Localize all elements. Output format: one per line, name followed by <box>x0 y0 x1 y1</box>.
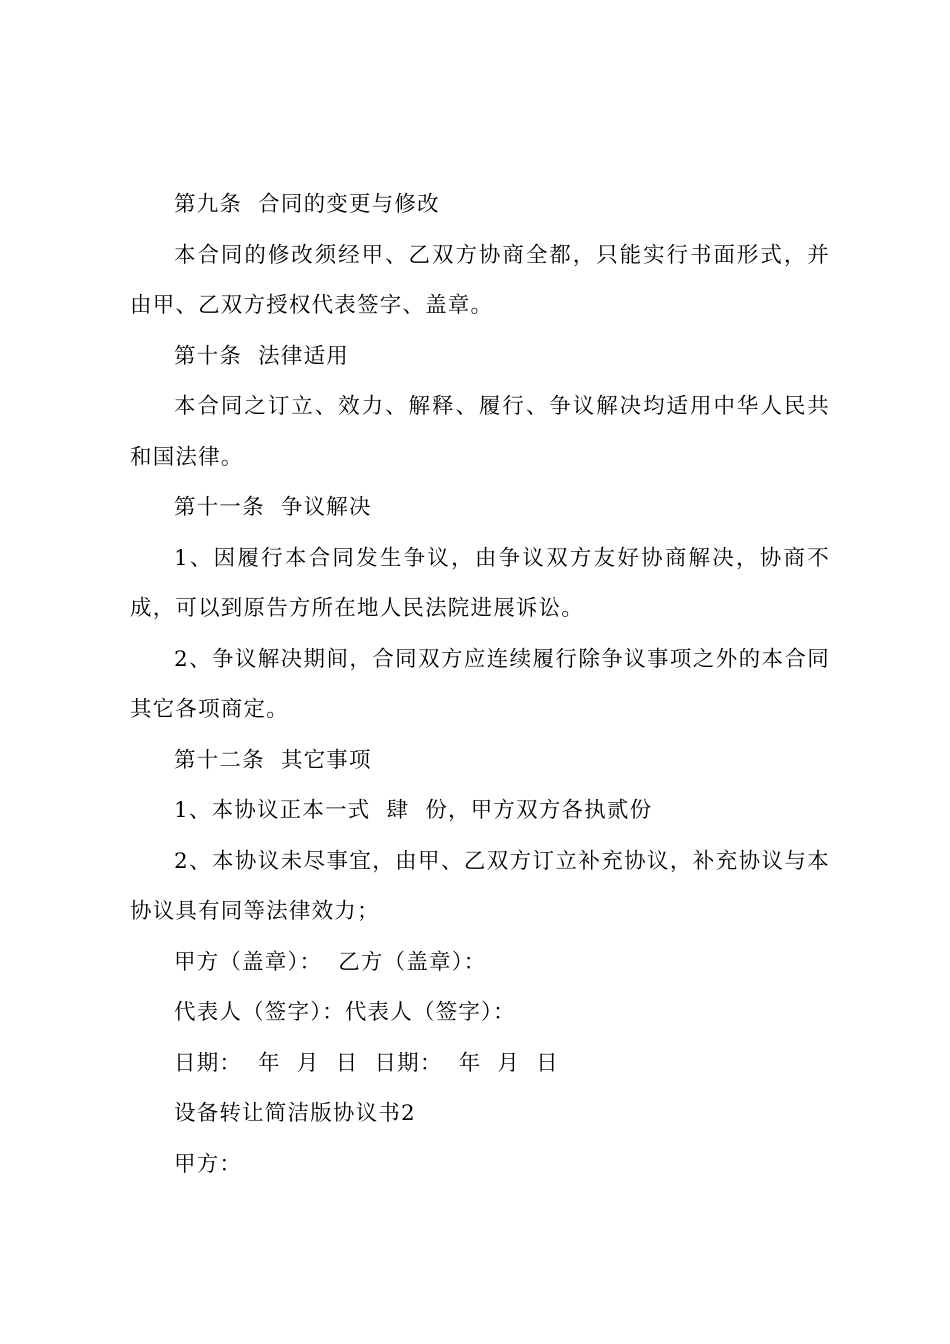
article-11-item-2: 2、争议解决期间，合同双方应连续履行除争议事项之外的本合同其它各项商定。 <box>130 646 830 722</box>
article-12-heading: 第十二条 其它事项 <box>174 747 372 773</box>
article-9-text: 本合同的修改须经甲、乙双方协商全都，只能实行书面形式，并由甲、乙双方授权代表签字、盖章。 <box>130 242 830 318</box>
article-10-text: 本合同之订立、效力、解释、履行、争议解决均适用中华人民共和国法律。 <box>130 394 830 470</box>
party-a-label: 甲方： <box>174 1151 243 1177</box>
article-9-heading: 第九条 合同的变更与修改 <box>174 192 440 217</box>
document-body <box>130 180 830 1190</box>
next-document-title: 设备转让简洁版协议书2 <box>174 1101 416 1126</box>
article-12-item-2: 2、本协议未尽事宜，由甲、乙双方订立补充协议，补充协议与本协议具有同等法律效力； <box>130 848 830 924</box>
article-10-heading: 第十条 法律适用 <box>174 343 349 369</box>
article-12-item-1: 1、本协议正本一式 肆 份，甲方双方各执贰份 <box>174 798 653 823</box>
seal-line: 甲方（盖章）： 乙方（盖章）： <box>174 949 487 975</box>
date-line: 日期： 年 月 日 日期： 年 月 日 <box>174 1050 559 1076</box>
signature-line: 代表人（签字）：代表人（签字）： <box>174 1000 516 1025</box>
article-11-item-1: 1、因履行本合同发生争议，由争议双方友好协商解决，协商不成，可以到原告方所在地人民法院进展诉讼。 <box>130 545 830 621</box>
article-11-heading: 第十一条 争议解决 <box>174 495 372 520</box>
